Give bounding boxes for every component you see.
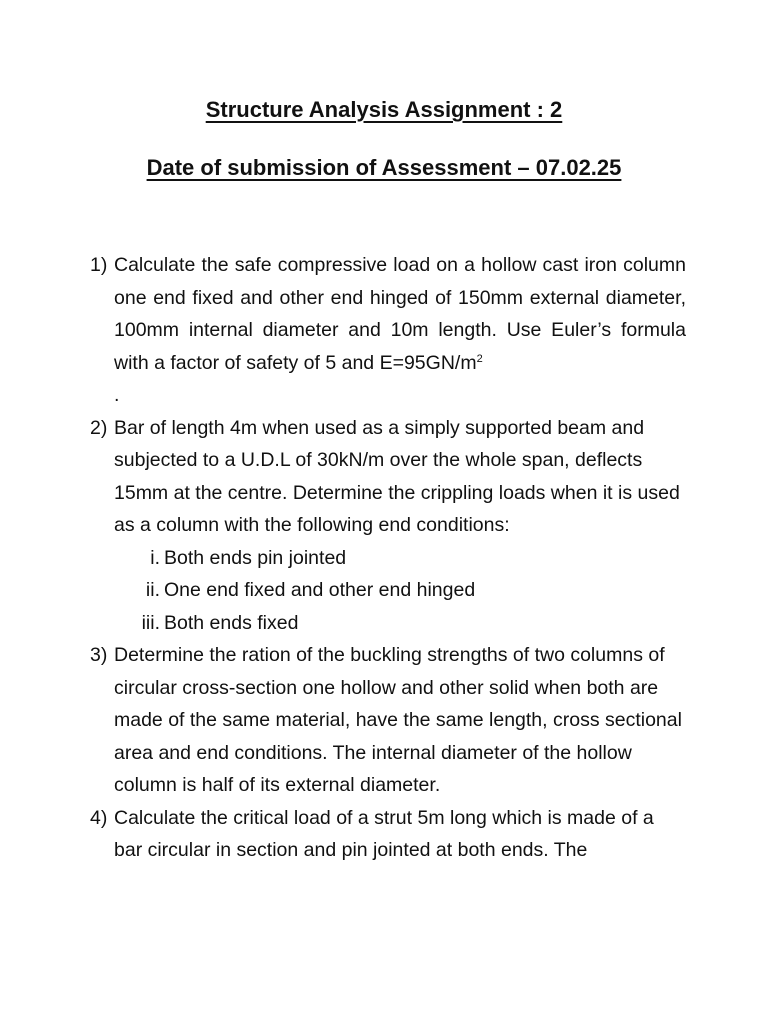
question-4 — [90, 802, 686, 867]
list-item-text: Both ends pin jointed — [164, 546, 347, 569]
question-2 — [90, 412, 686, 640]
question-text: Calculate the critical load of a strut 5m long which is made of a bar circular in section and pin jointed at both ends. The — [114, 806, 654, 861]
list-item-number: i. — [150, 546, 160, 569]
list-item-text: Both ends fixed — [164, 611, 299, 634]
end-conditions-list — [114, 542, 686, 640]
question-text: Calculate the safe compressive load on a hollow cast iron column one end fixed and other end hinged of 150mm external diameter, 100mm internal diameter and 10m length. Use Euler’s formula with a factor of safety of 5 and $E=95GN/m^2$ — [114, 254, 686, 374]
list-item-number: ii. — [145, 579, 160, 601]
question-number: 3) — [90, 644, 108, 666]
question-number: 1) — [90, 254, 108, 276]
question-3 — [90, 639, 686, 802]
list-item-text: One end fixed and other end hinged — [164, 579, 476, 601]
question-1 — [90, 249, 686, 412]
question-text: Determine the ration of the buckling strengths of two columns of circular cross-section one hollow and other solid when both are made of the same material, have the same length, cross sectional area and end conditions. The internal diameter of the hollow column is half of its external diameter. — [114, 644, 682, 796]
submission-date-heading: Date of submission of Assessment – 07.02.25 — [146, 155, 622, 180]
question-number: 2) — [90, 416, 108, 439]
list-item — [114, 542, 686, 575]
document-title: Structure Analysis Assignment : 2 — [205, 97, 563, 122]
list-item — [114, 607, 686, 640]
question-list — [90, 249, 686, 867]
question-number: 4) — [90, 806, 108, 829]
superscript: 2 — [476, 352, 483, 365]
question-text: Bar of length 4m when used as a simply supported beam and subjected to a U.D.L of 30kN/m over the whole span, deflects 15mm at the centre. Determine the crippling loads when it is used as a column with the following end conditions: — [114, 416, 680, 536]
trailing-period: . — [114, 384, 120, 406]
list-item — [114, 574, 686, 607]
list-item-number: iii. — [141, 611, 160, 634]
